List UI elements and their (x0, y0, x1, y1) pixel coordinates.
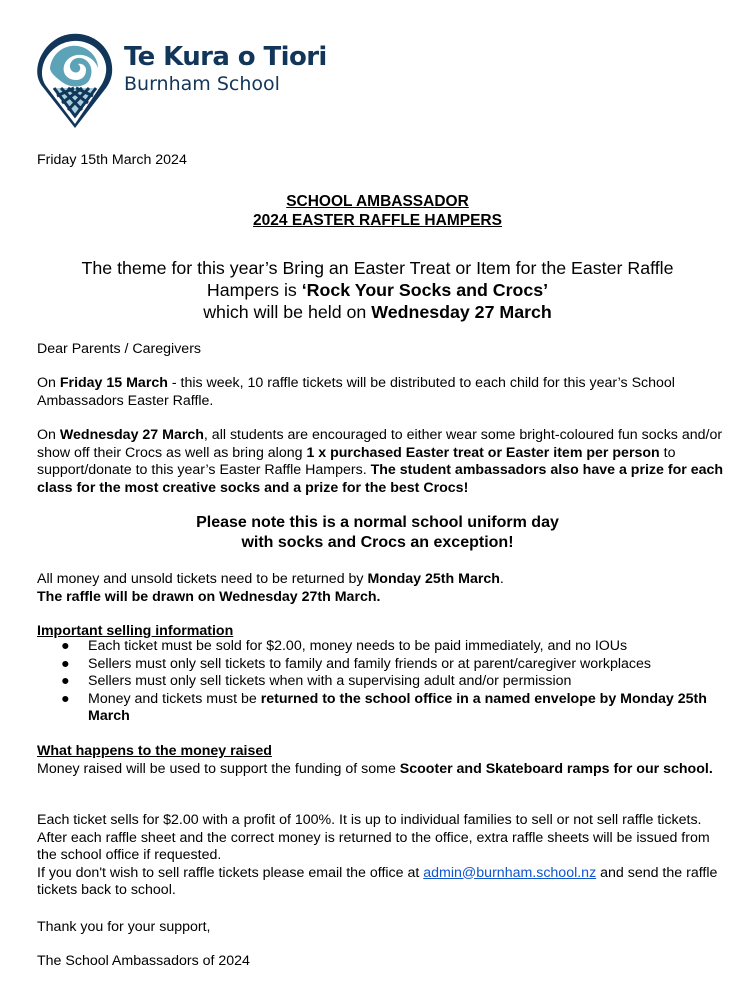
para-text: All money and unsold tickets need to be returned by (37, 571, 368, 587)
uniform-note (0, 513, 755, 553)
paragraph-event-details (37, 427, 727, 497)
logo-title: Te Kura o Tiori (124, 42, 327, 72)
money-raised-text (37, 761, 727, 779)
opt-out-text (37, 865, 727, 900)
list-item-bold: returned to the school office in a named envelope by Monday 25th March (88, 690, 707, 724)
list-item-text: Sellers must only sell tickets when with a supervising adult and/or permission (88, 673, 572, 689)
closing: Thank you for your support, (37, 919, 211, 935)
logo-subtitle: Burnham School (124, 73, 280, 95)
list-item (37, 673, 727, 691)
paragraph-ticket-profit (37, 812, 727, 900)
para-text: - this week, 10 raffle tickets will be distributed to each child for this year’s School Ambassadors Easter Raffle. (37, 375, 675, 409)
para-bold: The student ambassadors also have a prize for each class for the most creative socks and a prize for the best Crocs! (37, 462, 724, 496)
money-raised-section (37, 743, 727, 778)
para-bold: Scooter and Skateboard ramps for our school. (399, 760, 713, 777)
list-item-text: Each ticket must be sold for $2.00, money needs to be paid immediately, and no IOUs (88, 638, 628, 654)
theme-line-2 (0, 279, 755, 301)
draw-line (37, 589, 727, 607)
section-title: Important selling information (37, 623, 234, 639)
paragraph-return-money (37, 571, 727, 606)
list-item-text: Sellers must only sell tickets to family and family friends or at parent/caregiver workplaces (88, 655, 651, 672)
return-line (37, 571, 727, 589)
para-text: Money raised will be used to support the funding of some (37, 760, 400, 777)
theme-name: ‘Rock Your Socks and Crocs’ (301, 280, 549, 300)
ticket-profit-text: Each ticket sells for $2.00 with a profit of 100%. It is up to individual families to sell or not sell raffle tickets. After each raffle sheet and the correct money is returned to the office, extra raffle sheets will be issued from the school office if requested. (37, 812, 710, 863)
bullet-icon: ● (61, 690, 70, 707)
theme-text: Hampers is (206, 280, 302, 300)
para-text: If you don't wish to sell raffle tickets please email the office at (37, 864, 424, 881)
note-line-2: with socks and Crocs an exception! (241, 534, 514, 551)
list-item (37, 656, 727, 674)
para-text: On (37, 375, 60, 391)
school-logo (36, 28, 326, 132)
para-bold: Wednesday 27 March (59, 427, 204, 443)
section-title: What happens to the money raised (37, 743, 272, 759)
list-item-text: Money and tickets must be (88, 690, 261, 707)
letter-heading (0, 192, 755, 230)
bullet-icon: ● (61, 673, 70, 689)
bullet-icon: ● (61, 655, 70, 672)
para-text: to support/donate to this year’s Easter Raffle Hampers. (37, 444, 676, 478)
bullet-icon: ● (61, 638, 70, 654)
section-title-row (37, 743, 727, 761)
para-bold: Friday 15 March (59, 375, 168, 391)
paragraph-tickets-distributed (37, 375, 727, 410)
para-bold: The raffle will be drawn on Wednesday 27th March. (37, 588, 381, 605)
para-text: , all students are encouraged to either wear some bright-coloured fun socks and/or show off their Crocs as well as bring along (37, 427, 723, 461)
theme-line-1: The theme for this year’s Bring an Easter Treat or Item for the Easter Raffle (81, 258, 674, 278)
theme-date: Wednesday 27 March (371, 302, 552, 322)
para-bold: Monday 25th March (367, 571, 500, 587)
para-text: On (37, 427, 60, 443)
theme-line-3 (0, 301, 755, 323)
note-line-1: Please note this is a normal school uniform day (196, 514, 559, 531)
list-item (37, 691, 727, 726)
letter-date: Friday 15th March 2024 (37, 152, 187, 168)
selling-info-list (37, 638, 727, 726)
heading-line-1: SCHOOL AMBASSADOR (286, 193, 469, 210)
para-text: and send the raffle tickets back to school. (37, 864, 718, 898)
heading-line-2: 2024 EASTER RAFFLE HAMPERS (253, 212, 502, 229)
school-emblem-icon (36, 28, 114, 130)
theme-text: which will be held on (203, 302, 372, 322)
signoff: The School Ambassadors of 2024 (37, 953, 250, 969)
salutation: Dear Parents / Caregivers (37, 341, 202, 357)
para-bold: 1 x purchased Easter treat or Easter item per person (306, 444, 660, 461)
para-text: . (499, 571, 504, 587)
office-email-link[interactable]: admin@burnham.school.nz (423, 864, 597, 881)
theme-statement (0, 257, 755, 323)
list-item (37, 638, 727, 656)
